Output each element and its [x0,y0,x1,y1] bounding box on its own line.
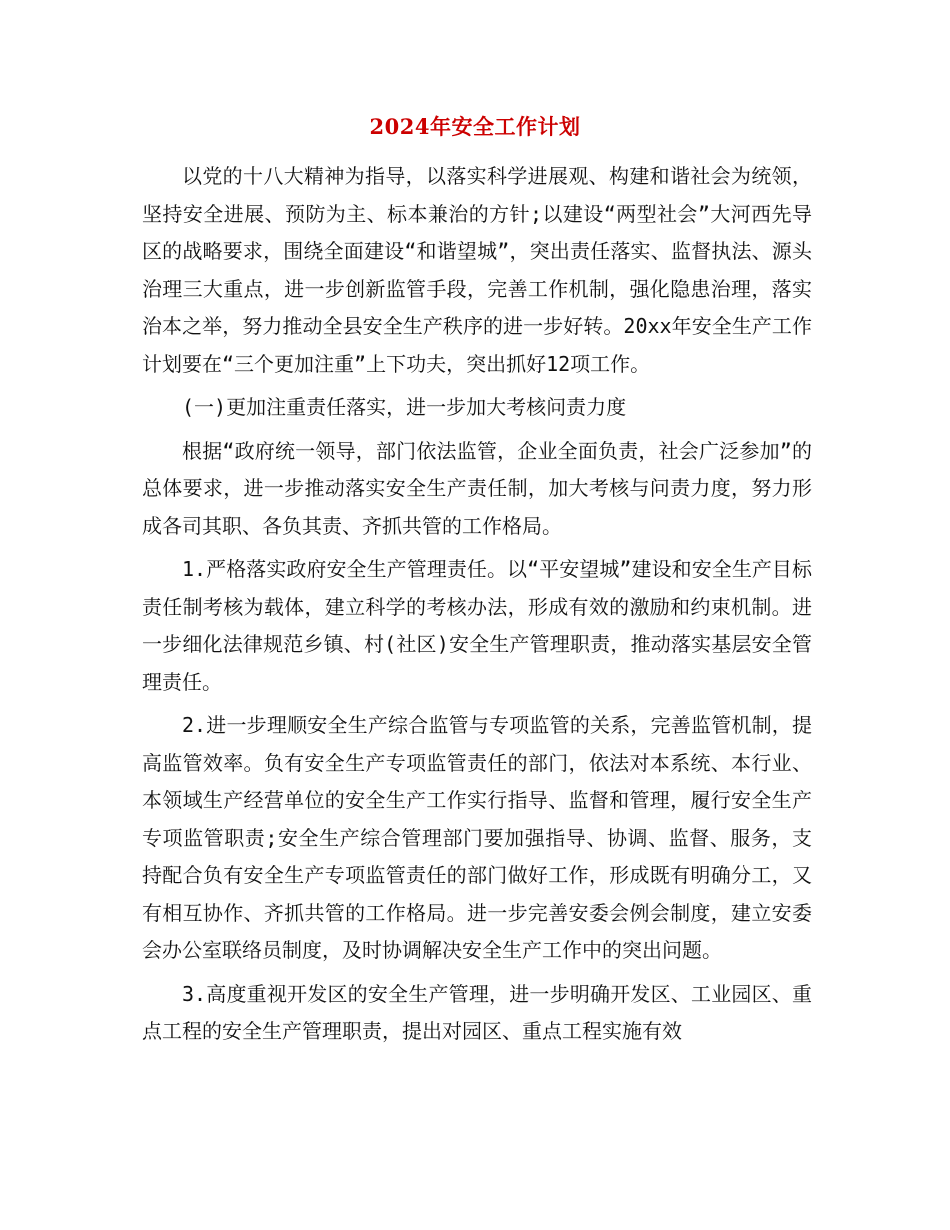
paragraph-item-3: 3.高度重视开发区的安全生产管理，进一步明确开发区、工业园区、重点工程的安全生产管理职责，提出对园区、重点工程实施有效 [142,981,812,1043]
document-title: 2024年安全工作计划 [369,114,581,139]
paragraph-intro: 以党的十八大精神为指导，以落实科学进展观、构建和谐社会为统领，坚持安全进展、预防为主、标本兼治的方针;以建设“两型社会”大河西先导区的战略要求，围绕全面建设“和谐望城”，突出责任落实、监督执法、源头治理三大重点，进一步创新监管手段，完善工作机制，强化隐患治理，落实治本之举，努力推动全县安全生产秩序的进一步好转。20xx年安全生产工作计划要在“三个更加注重”上下功夫，突出抓好12项工作。 [142,164,812,376]
paragraph-section-1: 根据“政府统一领导，部门依法监管，企业全面负责，社会广泛参加”的总体要求，进一步推动落实安全生产责任制，加大考核与问责力度，努力形成各司其职、各负其责、齐抓共管的工作格局。 [142,438,812,538]
document-body [142,158,812,1051]
paragraph-item-1: 1.严格落实政府安全生产管理责任。以“平安望城”建设和安全生产目标责任制考核为载体，建立科学的考核办法，形成有效的激励和约束机制。进一步细化法律规范乡镇、村(社区)安全生产管理职责，推动落实基层安全管理责任。 [142,557,812,694]
paragraph-item-2: 2.进一步理顺安全生产综合监管与专项监管的关系，完善监管机制，提高监管效率。负有安全生产专项监管责任的部门，依法对本系统、本行业、本领域生产经营单位的安全生产工作实行指导、监督和管理，履行安全生产专项监管职责;安全生产综合管理部门要加强指导、协调、监督、服务，支持配合负有安全生产专项监管责任的部门做好工作，形成既有明确分工，又有相互协作、齐抓共管的工作格局。进一步完善安委会例会制度，建立安委会办公室联络员制度，及时协调解决安全生产工作中的突出问题。 [142,713,812,962]
section-heading-1: (一)更加注重责任落实，进一步加大考核问责力度 [182,395,627,419]
